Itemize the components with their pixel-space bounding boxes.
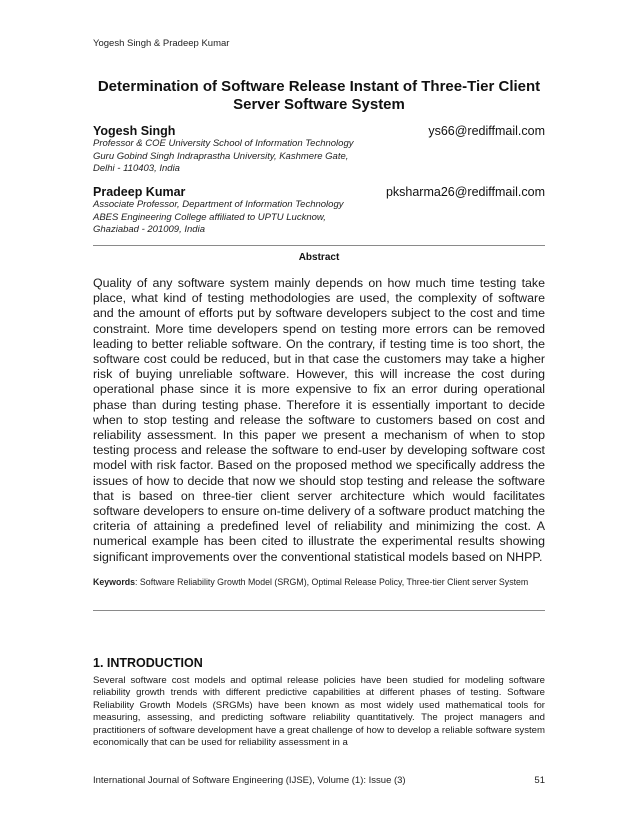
author-block <box>93 124 545 176</box>
divider <box>93 610 545 611</box>
author-affiliation-line: Guru Gobind Singh Indraprastha University, Kashmere Gate, <box>93 150 349 162</box>
section-text: Several software cost models and optimal release policies have been studied for modeling software reliability growth trends with different predictive capabilities at different phases of testing. Software Reliability Growth Models (SRGMs) have been known as most widely used mathematical tools for measuring, assessing, and predicting software reliability quantitatively. The project managers and practitioners of software development have a great challenge of how to develop a reliable software system economically that can be used for reliability assessment in a <box>93 675 545 749</box>
divider <box>93 245 545 246</box>
author-block <box>93 185 545 237</box>
author-row <box>93 185 545 199</box>
abstract-text: Quality of any software system mainly depends on how much time testing take place, what kind of testing methodologies are used, the complexity of software and the amount of efforts put by software developers subject to the cost and time constraint. More time developers spend on testing more errors can be removed leading to better reliable software. On the contrary, if testing time is too short, the software cost could be reduced, but in that case the customers may take a higher risk of buying unreliable software. However, this will increase the cost during operational phase since it is more expensive to fix an error during operational phase than during testing phase. Therefore it is essentially important to decide when to stop testing and release the software to customers based on cost and reliability assessment. In this paper we present a mechanism of when to stop testing process and release the software to end-user by developing software cost model with risk factor. Based on the proposed method we specifically address the issues of how to decide that now we should stop testing and release the software that is based on three-tier client server architecture which would facilitates software developers to ensure on-time delivery of a software product matching the criteria of attaining a predefined level of reliability and minimizing the cost. A numerical example has been cited to illustrate the experimental results showing significant improvements over the conventional statistical models based on NHPP. <box>93 276 545 564</box>
page-footer <box>93 775 545 786</box>
keywords <box>93 577 545 589</box>
section-heading: 1. INTRODUCTION <box>93 656 203 670</box>
paper-title: Determination of Software Release Instant of Three-Tier Client Server Software System <box>97 78 541 113</box>
running-head: Yogesh Singh & Pradeep Kumar <box>93 38 230 49</box>
author-email: pksharma26@rediffmail.com <box>385 185 545 199</box>
author-email: ys66@rediffmail.com <box>428 124 545 138</box>
author-name: Yogesh Singh <box>93 124 176 138</box>
author-name: Pradeep Kumar <box>93 185 186 199</box>
author-affiliation-line: ABES Engineering College affiliated to UPTU Lucknow, <box>93 211 326 223</box>
author-affiliation-line: Delhi - 110403, India <box>93 163 180 174</box>
keywords-text: : Software Reliability Growth Model (SRGM), Optimal Release Policy, Three-tier Client server System <box>135 577 529 587</box>
footer-journal: International Journal of Software Engineering (IJSE), Volume (1): Issue (3) <box>93 775 406 786</box>
author-affiliation-line: Associate Professor, Department of Information Technology <box>93 199 344 210</box>
author-affiliation-line: Ghaziabad - 201009, India <box>93 224 205 235</box>
footer-page-number: 51 <box>534 775 545 786</box>
keywords-label: Keywords <box>93 577 136 587</box>
abstract-heading: Abstract <box>298 252 340 263</box>
author-affiliation-line: Professor & COE University School of Information Technology <box>93 138 354 149</box>
author-row <box>93 124 545 138</box>
